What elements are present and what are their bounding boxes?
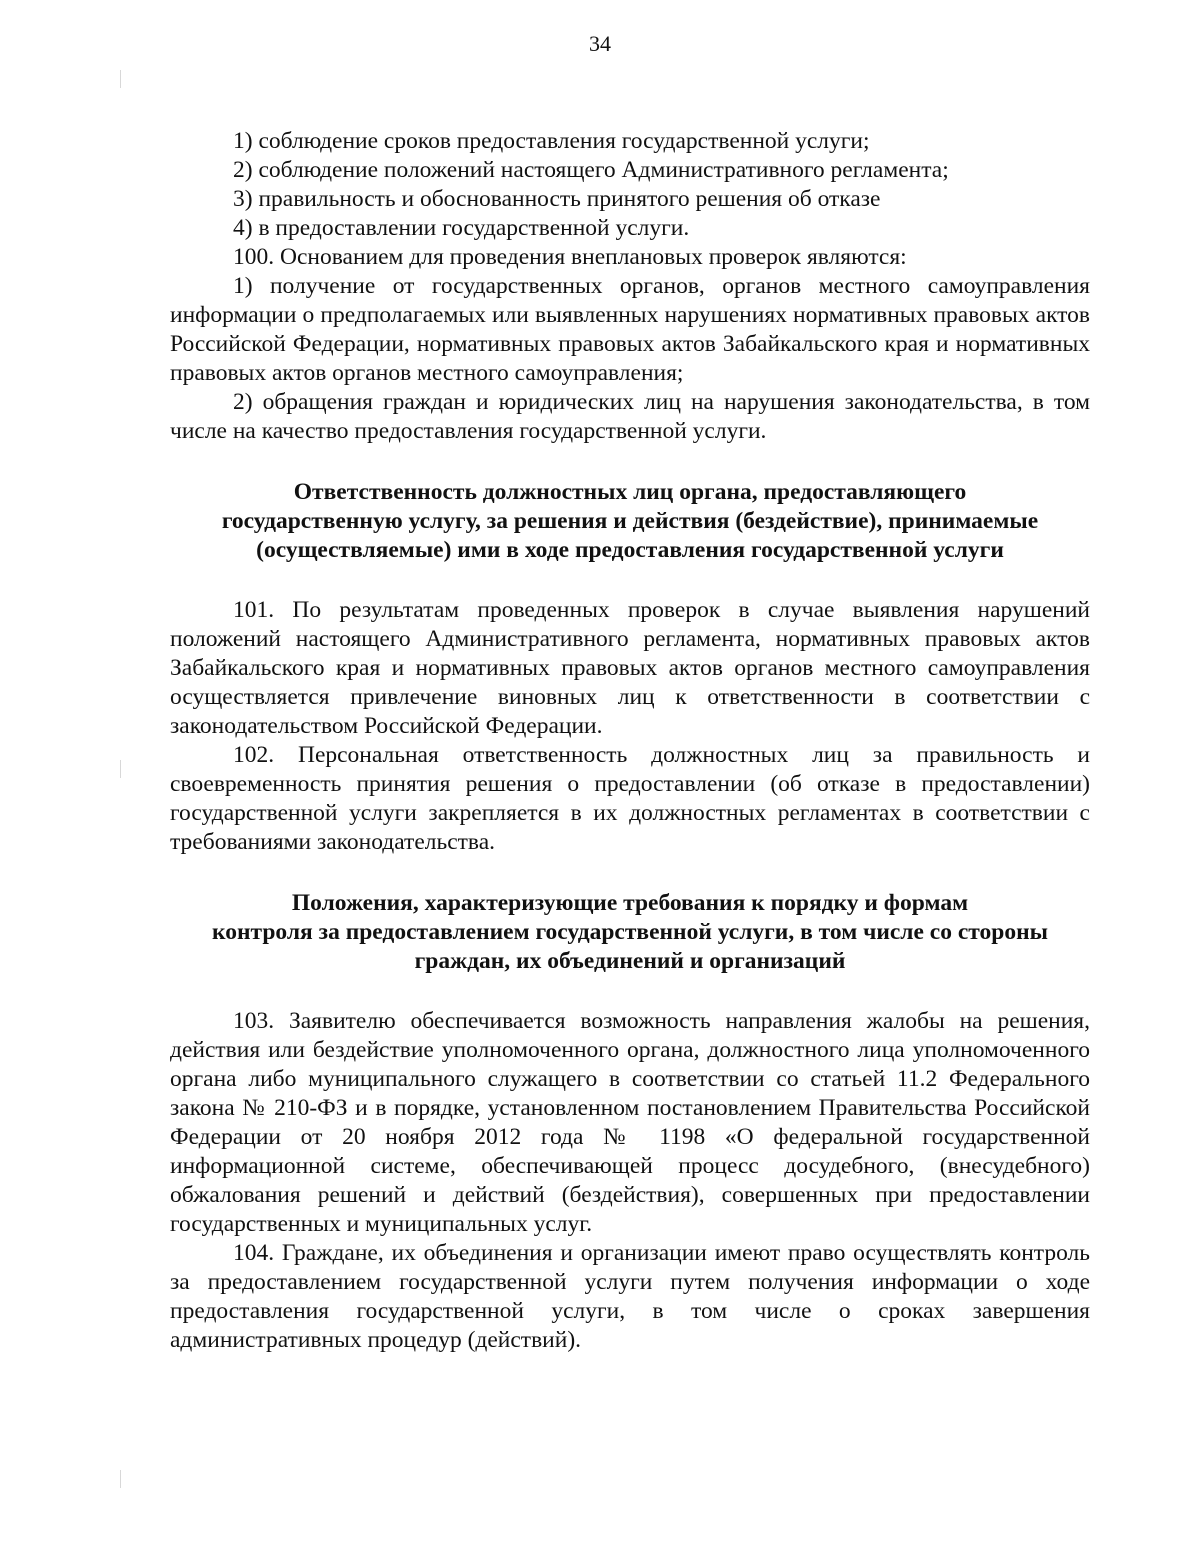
- scan-margin-mark: [120, 1470, 121, 1488]
- scan-margin-mark: [120, 760, 121, 778]
- section-responsibility: [170, 596, 1090, 857]
- section-control-requirements: [170, 1007, 1090, 1355]
- heading-line: граждан, их объединений и организаций: [414, 948, 846, 974]
- paragraph: 104. Граждане, их объединения и организации имеют право осуществлять контроль за предоставлением государственной услуги путем получения информации о ходе предоставления государственной услуги, в том числе о сроках завершения административных процедур (действий).: [170, 1240, 1090, 1353]
- paragraph: 1) получение от государственных органов, органов местного самоуправления информации о предполагаемых или выявленных нарушениях нормативных правовых актов Российской Федерации, нормативных правовых актов Забайкальского края и нормативных правовых актов органов местного самоуправления;: [170, 273, 1090, 386]
- heading-line: Положения, характеризующие требования к порядку и формам: [291, 890, 969, 916]
- paragraph: 3) правильность и обоснованность принятого решения об отказе: [233, 186, 881, 212]
- paragraph: 102. Персональная ответственность должностных лиц за правильность и своевременность принятия решения о предоставлении (об отказе в предоставлении) государственной услуги закрепляется в их должностных регламентах в соответствии с требованиями законодательства.: [170, 742, 1090, 855]
- page-number: 34: [589, 31, 611, 56]
- section-monitoring-criteria: [170, 127, 1090, 446]
- paragraph: 101. По результатам проведенных проверок в случае выявления нарушений положений настоящего Административного регламента, нормативных правовых актов Забайкальского края и нормативных правовых актов органов местного самоуправления осуществляется привлечение виновных лиц к ответственности в соответствии с законодательством Российской Федерации.: [170, 597, 1090, 739]
- heading-line: контроля за предоставлением государственной услуги, в том числе со стороны: [212, 919, 1048, 945]
- section-heading-control-requirements: [170, 889, 1090, 976]
- paragraph: 4) в предоставлении государственной услуги.: [233, 215, 690, 241]
- paragraph: 103. Заявителю обеспечивается возможность направления жалобы на решения, действия или бездействие уполномоченного органа, должностного лица уполномоченного органа либо муниципального служащего в соответствии со статьей 11.2 Федерального закона № 210-ФЗ и в порядке, установленном постановлением Правительства Российской Федерации от 20 ноября 2012 года № 1198 «О федеральной государственной информационной системе, обеспечивающей процесс досудебного, (внесудебного) обжалования решений и действий (бездействия), совершенных при предоставлении государственных и муниципальных услуг.: [170, 1008, 1090, 1237]
- scan-margin-mark: [120, 70, 121, 88]
- heading-line: (осуществляемые) ими в ходе предоставления государственной услуги: [256, 537, 1004, 563]
- paragraph: 2) соблюдение положений настоящего Административного регламента;: [233, 157, 949, 183]
- heading-line: Ответственность должностных лиц органа, предоставляющего: [293, 479, 967, 505]
- paragraph: 1) соблюдение сроков предоставления государственной услуги;: [233, 128, 870, 154]
- paragraph: 100. Основанием для проведения внеплановых проверок являются:: [233, 244, 907, 270]
- heading-line: государственную услугу, за решения и действия (бездействие), принимаемые: [221, 508, 1039, 534]
- page-content: [170, 127, 1090, 1355]
- section-heading-responsibility: [170, 478, 1090, 565]
- paragraph: 2) обращения граждан и юридических лиц на нарушения законодательства, в том числе на качество предоставления государственной услуги.: [170, 389, 1090, 444]
